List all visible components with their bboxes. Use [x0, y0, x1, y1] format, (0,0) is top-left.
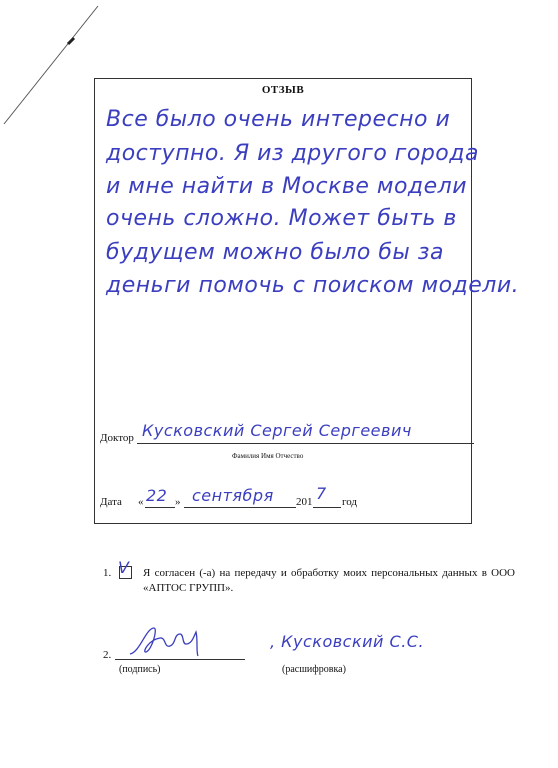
review-title: ОТЗЫВ [261, 84, 305, 96]
check-mark: V [118, 558, 130, 577]
signature-scribble [126, 622, 206, 662]
quote-open: « [138, 496, 144, 508]
consent-text: Я согласен (-а) на передачу и обработку моих персональных данных в ООО «АПТОС ГРУПП». [143, 567, 515, 594]
review-line-6: деньги помочь с поиском модели. [106, 273, 520, 298]
doctor-label: Доктор [100, 432, 134, 444]
signature-caption: (подпись) [119, 664, 161, 675]
date-day: 22 [146, 486, 168, 505]
month-underline [184, 507, 296, 508]
review-line-3: и мне найти в Москве модели [106, 174, 468, 199]
doctor-underline [137, 443, 474, 444]
review-line-5: будущем можно было бы за [106, 240, 444, 265]
quote-close: » [175, 496, 181, 508]
year-digit: 7 [316, 484, 327, 503]
doctor-name: Кусковский Сергей Сергеевич [142, 421, 412, 440]
decoding-value: , Кусковский С.С. [270, 632, 425, 651]
decoding-caption: (расшифровка) [282, 664, 346, 675]
date-label: Дата [100, 496, 122, 508]
consent-number: 1. [103, 567, 112, 579]
date-month: сентября [192, 486, 274, 505]
signature-number: 2. [103, 649, 112, 661]
year-underline [313, 507, 341, 508]
review-line-2: доступно. Я из другого города [106, 141, 479, 166]
review-line-1: Все было очень интересно и [106, 107, 451, 132]
review-line-4: очень сложно. Может быть в [106, 206, 457, 231]
year-prefix: 201 [296, 496, 313, 508]
day-underline [145, 507, 175, 508]
year-suffix: год [342, 496, 358, 508]
name-caption: Фамилия Имя Отчество [232, 452, 304, 460]
